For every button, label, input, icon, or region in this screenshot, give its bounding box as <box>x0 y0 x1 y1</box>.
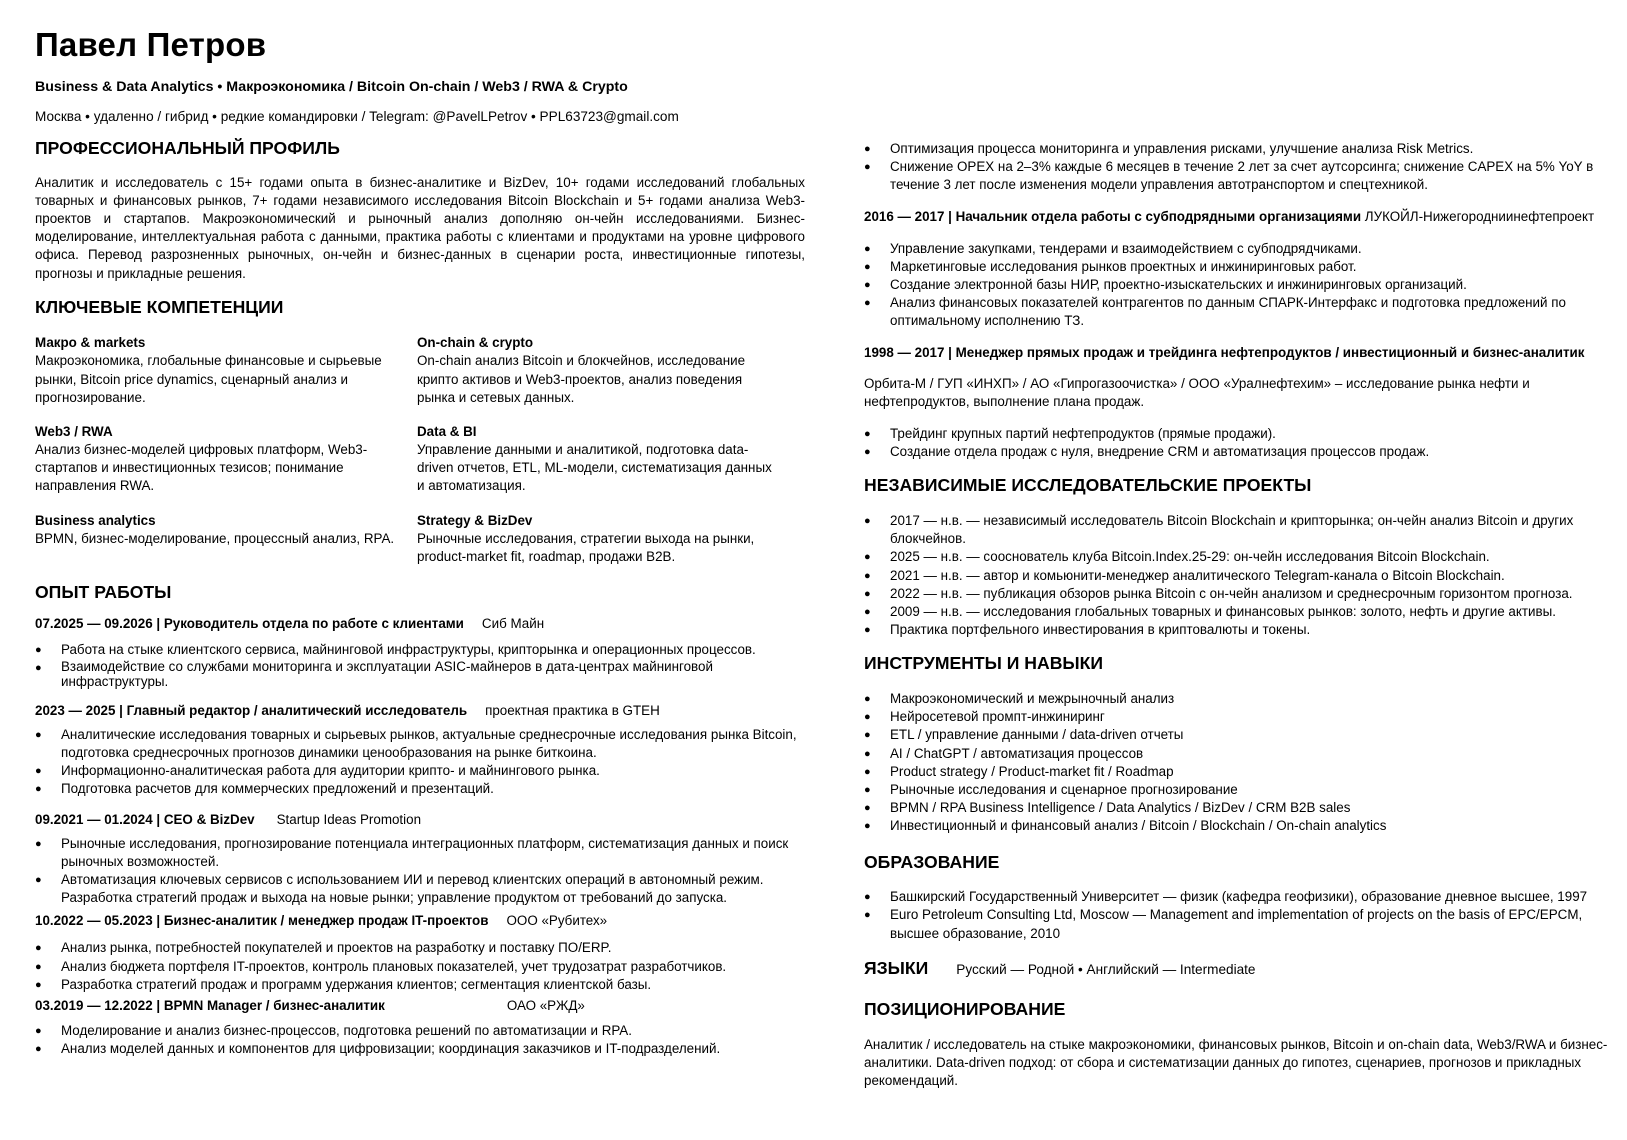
list-item: ● Аналитические исследования товарных и сырьевых рынков, актуальные среднесрочные исследования рынка Bitcoin, подготовка среднесрочных прогнозов динамики ценообразования на рынке биткоина. <box>35 726 805 762</box>
section-title-competencies: КЛЮЧЕВЫЕ КОМПЕТЕНЦИИ <box>35 296 284 317</box>
job-description: Орбита-М / ГУП «ИНХП» / АО «Гипрогазоочистка» / ООО «Уралнефтехим» – исследование рынка нефти и нефтепродуктов, выполнение плана продаж. <box>864 375 1530 409</box>
list-item: ● Рыночные исследования, прогнозирование потенциала интеграционных платформ, систематизация данных и поиск рыночных возможностей. <box>35 835 805 871</box>
list-item: ● Нейросетевой промпт-инжиниринг <box>864 708 1619 726</box>
section-title-experience: ОПЫТ РАБОТЫ <box>35 582 172 603</box>
list-item: ● Анализ бюджета портфеля IT-проектов, контроль плановых показателей, учет трудозатрат разработчиков. <box>35 958 805 976</box>
competency-text: Рыночные исследования, стратегии выхода на рынки, product-market fit, roadmap, продажи B2B. <box>417 530 755 564</box>
list-item: ● Разработка стратегий продаж и программ удержания клиентов; сегментация клиентской базы. <box>35 976 805 994</box>
resume-name: Павел Петров <box>35 26 267 63</box>
job-period-role: 2023 — 2025 | Главный редактор / аналитический исследователь <box>35 702 468 718</box>
positioning-text: Аналитик / исследователь на стыке макроэкономики, финансовых рынков, Bitcoin и on-chain data, Web3/RWA и бизнес-аналитики. Data-driven подход: от сбора и систематизации данных до гипотез, сценариев, прогнозов и прикладных рекомендаций. <box>864 1036 1608 1089</box>
job-bullets <box>864 240 1619 331</box>
competency-item <box>35 512 417 566</box>
list-item: ● 2017 — н.в. — независимый исследователь Bitcoin Blockchain и крипторынка; он-чейн анализ Bitcoin и других блокчейнов. <box>864 512 1619 548</box>
competency-text: BPMN, бизнес-моделирование, процессный анализ, RPA. <box>35 530 395 546</box>
job-period-role: 2016 — 2017 | Начальник отдела работы с субподрядными организациями <box>864 208 1362 224</box>
list-item: ● Башкирский Государственный Университет — физик (кафедра геофизики), образование дневное высшее, 1997 <box>864 888 1619 906</box>
list-item: ● Работа на стыке клиентского сервиса, майнинговой инфраструктуры, крипторынка и операционных процессов. <box>35 641 805 659</box>
job-organization: ЛУКОЙЛ-Нижегородниинефтепроект <box>1364 208 1595 224</box>
right-column <box>864 140 1619 1090</box>
list-item: ● ETL / управление данными / data-driven отчеты <box>864 726 1619 744</box>
job-header <box>864 344 1619 362</box>
list-item: ● Анализ финансовых показателей контрагентов по данным СПАРК-Интерфакс и подготовка предложений по оптимальному исполнению ТЗ. <box>864 294 1619 330</box>
competency-title: Data & BI <box>417 424 477 440</box>
languages-row <box>864 957 1619 979</box>
job-bullets <box>35 1022 805 1058</box>
job-organization: Startup Ideas Promotion <box>276 811 422 827</box>
list-item: ● Анализ моделей данных и компонентов для цифровизации; координация заказчиков и IT-подразделений. <box>35 1040 805 1058</box>
left-column <box>35 140 805 1058</box>
list-item: ● 2022 — н.в. — публикация обзоров рынка Bitcoin с он-чейн анализом и среднесрочным горизонтом прогноза. <box>864 585 1619 603</box>
competencies-grid <box>35 334 805 566</box>
list-item: ● Макроэкономический и межрыночный анализ <box>864 690 1619 708</box>
job-header <box>35 997 805 1015</box>
job-organization: Сиб Майн <box>481 615 545 631</box>
job-period-role: 07.2025 — 09.2026 | Руководитель отдела по работе с клиентами <box>35 615 464 631</box>
list-item: ● Рыночные исследования и сценарное прогнозирование <box>864 781 1619 799</box>
list-item: ● Информационно-аналитическая работа для аудитории крипто- и майнингового рынка. <box>35 762 805 780</box>
job-bullets <box>35 835 805 908</box>
competency-title: Business analytics <box>35 512 156 528</box>
competency-item <box>35 334 417 407</box>
section-title-skills: ИНСТРУМЕНТЫ И НАВЫКИ <box>864 653 1104 674</box>
job-header <box>35 811 805 829</box>
list-item: ● 2021 — н.в. — автор и комьюнити-менеджер аналитического Telegram-канала о Bitcoin Blockchain. <box>864 567 1619 585</box>
competency-item <box>417 512 777 566</box>
research-list <box>864 512 1619 639</box>
competency-text: On-chain анализ Bitcoin и блокчейнов, исследование крипто активов и Web3-проектов, анализ поведения рынка и сетевых данных. <box>417 353 746 405</box>
job-bullets <box>35 641 805 690</box>
job-period-role: 09.2021 — 01.2024 | CEO & BizDev <box>35 811 255 827</box>
job-bullets <box>35 726 805 799</box>
list-item: ● BPMN / RPA Business Intelligence / Data Analytics / BizDev / CRM B2B sales <box>864 799 1619 817</box>
list-item: ● 2009 — н.в. — исследования глобальных товарных и финансовых рынков: золото, нефть и другие активы. <box>864 603 1619 621</box>
job-organization: проектная практика в GTEH <box>485 702 660 718</box>
list-item: ● Анализ рынка, потребностей покупателей и проектов на разработку и поставку ПО/ERP. <box>35 939 805 957</box>
job-header <box>35 702 805 720</box>
competency-text: Макроэкономика, глобальные финансовые и сырьевые рынки, Bitcoin price dynamics, сценарный анализ и прогнозирование. <box>35 353 382 405</box>
job-header <box>35 615 805 633</box>
competency-title: On-chain & crypto <box>417 335 534 351</box>
competency-text: Анализ бизнес-моделей цифровых платформ, Web3-стартапов и инвестиционных тезисов; понимание направления RWA. <box>35 442 368 494</box>
list-item: ● Euro Petroleum Consulting Ltd, Moscow — Management and implementation of projects on the basis of EPC/EPCM, высшее образование, 2010 <box>864 906 1619 942</box>
list-item: ● Трейдинг крупных партий нефтепродуктов (прямые продажи). <box>864 425 1619 443</box>
section-title-languages: ЯЗЫКИ <box>864 957 929 978</box>
competency-item <box>35 423 417 496</box>
competency-text: Управление данными и аналитикой, подготовка data-driven отчетов, ETL, ML-модели, систематизация данных и автоматизация. <box>417 442 772 494</box>
section-title-profile: ПРОФЕССИОНАЛЬНЫЙ ПРОФИЛЬ <box>35 138 340 158</box>
job-bullets <box>864 425 1619 461</box>
list-item: ● Практика портфельного инвестирования в криптовалюты и токены. <box>864 621 1619 639</box>
job-organization: ООО «Рубитех» <box>506 913 608 929</box>
list-item: ● Маркетинговые исследования рынков проектных и инжиниринговых работ. <box>864 258 1619 276</box>
job-header <box>35 912 805 930</box>
job-period-role: 1998 — 2017 | Менеджер прямых продаж и трейдинга нефтепродуктов / инвестиционный и бизнес-аналитик <box>864 344 1585 360</box>
job-bullets-continued <box>864 140 1619 195</box>
list-item: ● 2025 — н.в. — сооснователь клуба Bitcoin.Index.25-29: он-чейн исследования Bitcoin Blockchain. <box>864 548 1619 566</box>
list-item: ● Управление закупками, тендерами и взаимодействием с субподрядчиками. <box>864 240 1619 258</box>
competency-title: Макро & markets <box>35 335 146 351</box>
job-header <box>864 208 1619 226</box>
resume-headline: Business & Data Analytics • Макроэкономика / Bitcoin On-chain / Web3 / RWA & Crypto <box>35 79 628 95</box>
list-item: ● Подготовка расчетов для коммерческих предложений и презентаций. <box>35 780 805 798</box>
list-item: ● Снижение OPEX на 2–3% каждые 6 месяцев в течение 2 лет за счет аутсорсинга; снижение CAPEX на 5% YoY в течение 3 лет после изменения модели управления автотранспортом и спецтехникой. <box>864 158 1619 194</box>
languages-text: Русский — Родной • Английский — Intermediate <box>956 961 1256 977</box>
job-bullets <box>35 939 805 994</box>
competency-item <box>417 423 777 496</box>
section-title-education: ОБРАЗОВАНИЕ <box>864 851 1000 872</box>
list-item: ● Оптимизация процесса мониторинга и управления рисками, улучшение анализа Risk Metrics. <box>864 140 1619 158</box>
job-period-role: 10.2022 — 05.2023 | Бизнес-аналитик / менеджер продаж IT-проектов <box>35 913 489 929</box>
list-item: ● Автоматизация ключевых сервисов с использованием ИИ и перевод клиентских операций в автономный режим. Разработка стратегий продаж и выхода на новые рынки; управление продуктом от требований до запуска. <box>35 871 805 907</box>
list-item: ● Product strategy / Product-market fit / Roadmap <box>864 763 1619 781</box>
competency-title: Web3 / RWA <box>35 424 113 440</box>
education-list <box>864 888 1619 943</box>
list-item: ● Создание электронной базы НИР, проектно-изыскательских и инжиниринговых организаций. <box>864 276 1619 294</box>
section-title-research: НЕЗАВИСИМЫЕ ИССЛЕДОВАТЕЛЬСКИЕ ПРОЕКТЫ <box>864 475 1312 496</box>
list-item: ● Инвестиционный и финансовый анализ / Bitcoin / Blockchain / On-chain analytics <box>864 817 1619 835</box>
job-organization: ОАО «РЖД» <box>506 998 585 1014</box>
list-item: ● Создание отдела продаж с нуля, внедрение CRM и автоматизация процессов продаж. <box>864 443 1619 461</box>
list-item: ● Моделирование и анализ бизнес-процессов, подготовка решений по автоматизации и RPA. <box>35 1022 805 1040</box>
competency-item <box>417 334 777 407</box>
competency-title: Strategy & BizDev <box>417 512 533 528</box>
skills-list <box>864 690 1619 836</box>
list-item: ● Взаимодействие со службами мониторинга и эксплуатации ASIC-майнеров в дата-центрах майнинговой инфраструктуры. <box>35 659 805 690</box>
profile-text: Аналитик и исследователь с 15+ годами опыта в бизнес-аналитике и BizDev, 10+ годами исследований глобальных товарных и финансовых рынков, 7+ годами независимого исследования Bitcoin Blockchain и 5+ годами анализа Web3-проектов и стартапов. Макроэкономический и рыночный анализ дополняю он-чейн исследованиями. Бизнес-моделирование, интеллектуальная работа с данными, практика работы с клиентами и продуктами на уровне цифрового офиса. Перевод разрозненных рыночных, он-чейн и бизнес-данных в сценарии роста, инвестиционные гипотезы, прогнозы и прикладные решения. <box>35 174 805 281</box>
resume-contacts: Москва • удаленно / гибрид • редкие командировки / Telegram: @PavelLPetrov • PPL63723@gmail.com <box>35 109 679 124</box>
list-item: ● AI / ChatGPT / автоматизация процессов <box>864 745 1619 763</box>
job-period-role: 03.2019 — 12.2022 | BPMN Manager / бизнес-аналитик <box>35 998 385 1014</box>
section-title-positioning: ПОЗИЦИОНИРОВАНИЕ <box>864 999 1066 1020</box>
